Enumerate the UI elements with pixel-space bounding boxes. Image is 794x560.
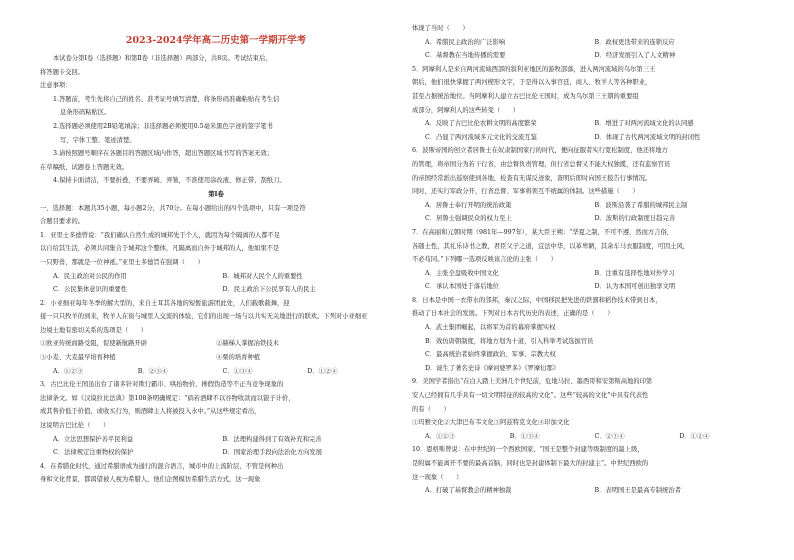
option-row <box>412 49 764 63</box>
option-c[interactable]: C．凸显了两河流域多元文化的交流互鉴 <box>425 133 537 141</box>
question-line: 成部分，阿摩利人的这些转变（ ） <box>412 106 520 114</box>
question-line: 接一只只牧羊的到来，牧羊人在街与城里人交流的体验，它们的出现一场与以共实无关地进行的联欢。下列对小亚细亚 <box>40 313 368 321</box>
question-line: 或其售价低于价值，或收买行为，则酒肆主人将被投入水中。”从这些规定看出， <box>40 408 261 416</box>
option-row <box>412 280 764 294</box>
question-line: 8．日本是中国一衣带水的邻邦，秦汉之际，中国移民把先进的铁器和稻作技术带到日本， <box>412 296 662 304</box>
option-d[interactable]: D．①②④ <box>307 367 338 375</box>
question-line: 同时，还实行军政分开，行省总督、军事将领互不统属的体制。这些措施（ ） <box>412 188 639 196</box>
question-line: 的有（ ） <box>412 405 450 413</box>
option-line[interactable]: B．效仿唐朝制度，将地方划为十道，引入科举考试选拔官员 <box>425 337 594 345</box>
note-line: 1.答题前，考生先将自己的姓名、准考证号填写清楚，将条形码准确粘贴在考生信 <box>53 95 280 103</box>
question-line: 这说明古巴比伦（ ） <box>40 422 110 430</box>
option-a[interactable]: A．民主政治对公民的作用 <box>53 272 127 280</box>
option-a[interactable]: A．反映了古巴比伦农耕文明的高度繁荣 <box>425 120 537 128</box>
option-d[interactable]: D．经济发展引入了人文精神 <box>594 52 676 60</box>
option-b[interactable]: B．政权更迭带来的连锁反应 <box>594 38 675 46</box>
option-c[interactable]: C．居鲁士强调民众的权力至上 <box>425 215 512 223</box>
choice-item: ②赫梯人掌握冶铁技术 <box>216 340 279 348</box>
option-a[interactable]: A．①②③ <box>425 432 455 440</box>
choice-item: ①欧亚传统商路受阻，促使新航路开辟 <box>40 340 148 348</box>
question-line: 10．恩格斯曾说：在中世纪的一个西欧国家，“国王是整个封建等级制度的最上级， <box>412 446 644 454</box>
intro-line: 将答题卡交回。 <box>40 68 85 76</box>
question-line: 法律条文。如《汉谟拉比法典》第108条明确规定：“倘若酒肆不以谷物收款而以银子计价， <box>40 394 295 402</box>
option-c[interactable]: C．法律规定注重物权的保护 <box>53 449 134 457</box>
option-c[interactable]: C．公民集体意识的重要性 <box>53 286 128 294</box>
question-line: 边境土地有密切关系的选项是（ ） <box>40 326 148 334</box>
option-row <box>40 283 392 297</box>
notes-title: 注意事项： <box>40 82 72 90</box>
note-line: 写，字体工整、笔迹清楚。 <box>60 136 136 144</box>
option-line[interactable]: A．武士集团崛起，以将军为首的幕府掌握实权 <box>425 324 556 332</box>
right-column <box>412 0 764 498</box>
option-row <box>40 433 392 447</box>
question-line: 一只野兽，那就是一位神祇。”亚里士多德旨在强调（ ） <box>40 258 204 266</box>
option-b[interactable]: B．法理构建得到了有效补充和完善 <box>222 435 322 443</box>
option-d[interactable]: D．体现了古代两河流域文明的封闭性 <box>594 133 701 141</box>
option-row <box>40 446 392 460</box>
intro-line: 本试卷分第Ⅰ卷（选择题）和第Ⅱ卷（非选择题）两部分，共8页。考试结束后， <box>53 55 272 62</box>
question-line: 的帝国经常派出巡察使到各地，检查有无谋反迹象，查明后即时向国王报告行事情况。 <box>412 174 652 182</box>
question-line: ①玛雅文化②大津巴布韦文化③阿兹特克文化④印加文化 <box>412 419 570 427</box>
option-a[interactable]: A．①②③ <box>53 367 83 375</box>
option-b[interactable]: B．②③④ <box>137 367 168 375</box>
question-line: 不必苟同。”下列哪一选项反映该言论的主张（ ） <box>412 256 557 264</box>
option-c[interactable]: C．承认本国处于落后地位 <box>425 283 500 291</box>
question-line: 7．在高丽和元朝时期（981年—997年），某大臣王朔：“华夏之制，不可不遵，然而方言俗， <box>412 228 674 236</box>
question-line: 这一现象（ ） <box>412 473 463 481</box>
choice-row <box>40 351 392 365</box>
question-line: 4．在希腊化时代，通过希腊语成为通行的混合语言，城市中的上流阶层，不管是何种出 <box>40 462 284 470</box>
choice-item: ③小麦、大麦最早培育种植 <box>40 354 116 362</box>
option-d[interactable]: D．波斯的行政制度日趋完善 <box>594 215 676 223</box>
option-a[interactable]: A．希腊民主政治的广泛影响 <box>425 38 506 46</box>
option-row <box>412 212 764 226</box>
option-d[interactable]: D．民主政治下公民享有人的民主 <box>222 286 316 294</box>
section-label: 第Ⅰ卷 <box>208 190 224 198</box>
option-row <box>412 131 764 145</box>
choice-item: ④栗的培育种植 <box>216 354 261 362</box>
question-line: 是附属不能离开不要的最高首脑，同时也是封建体制下最大的封建主”。中世纪西欧的 <box>412 460 649 467</box>
option-line[interactable]: D．诞生了著名史诗《摩诃婆罗多》《罗摩衍那》 <box>425 364 560 372</box>
option-a[interactable]: A．立法思想保护善平民利益 <box>53 435 134 443</box>
option-row <box>40 270 392 284</box>
option-b[interactable]: B．波斯沿袭了希腊的城邦民主制 <box>594 201 688 209</box>
question-line: 2．小亚细亚每年冬季的解大型的，来自土耳其各地的短暂旅游团此处，人们载歌载舞，迎 <box>40 299 290 307</box>
choice-row <box>40 337 392 351</box>
option-a[interactable]: A．打破了基督教会的精神独裁 <box>425 487 512 495</box>
section-intro: 合题目要求的。 <box>40 218 85 226</box>
note-line: 3.请按照题号顺序在各题目的答题区域内作答，超出答题区域书写的答案无效； <box>53 150 274 158</box>
question-line: 甚至占据统治地位。当阿摩利人建立古巴比伦王国时，成为乌尔第三王朝的重要组 <box>412 92 639 100</box>
option-b[interactable]: B．增进了对两河流域文化的认同感 <box>594 120 694 128</box>
question-line: 推动了日本社会的发展。下列对日本古代历史的表述，正确的是（ ） <box>412 310 614 318</box>
option-row <box>412 484 764 498</box>
question-line: 6．波斯帝国的创立者居鲁士在奴隶制国家行的时代，便向征服者实行宽松制度，他还将地方 <box>412 147 668 155</box>
option-row <box>412 117 764 131</box>
option-b[interactable]: B．城邦对人民个人的重要性 <box>222 272 303 280</box>
question-line: 5．阿摩利人是来自两河流域西部的叙利亚地区的游牧部落，进入两河流域的乌尔第三王 <box>412 65 656 73</box>
option-row <box>412 36 764 50</box>
option-row <box>412 430 764 444</box>
question-line: 9．美国学者指出“在白人踏上美洲几个世纪前，危地马拉、墨西哥和安第斯高地的印第 <box>412 378 653 386</box>
exam-title: 2023-2024学年高二历史第一学期开学考 <box>125 35 307 46</box>
question-line: 各随土性，其礼乐诗书之教，君臣父子之道，宜法中华，以革卑陋，其余车马衣服制度，可因土风， <box>412 242 690 250</box>
question-line: 的管理，将帝国分为若干行省，由总督负责管理，但行省总督又不能大权独揽，还有监察官员 <box>412 160 671 168</box>
note-line: 息条形码粘贴区。 <box>60 109 111 117</box>
question-line: 安人已经拥有几乎具有一切文明特征的较高的文化”。这些“较高的文化”中具有代表性 <box>412 392 649 400</box>
option-c[interactable]: C．①③④ <box>222 367 253 375</box>
option-b[interactable]: B．①③④ <box>509 432 540 440</box>
question-line: 3．古巴比伦王国虽出台了诸多针对欺行霸市、哄抬物价、掺假伪造等不正当竞争现象的 <box>40 381 284 389</box>
option-c[interactable]: C．基督教在当地传播的需要 <box>425 52 506 60</box>
option-row <box>40 365 392 379</box>
section-intro: 一、选择题：本题共35小题，每小题2分，共70分。在每小题给出的四个选项中，只有一项是符 <box>40 204 306 212</box>
option-a[interactable]: A．主张全盘吸收中国文化 <box>425 269 499 277</box>
note-line: 在草稿纸、试题卷上答题无效。 <box>40 163 129 171</box>
question-line: 1．亚里士多德曾说：“我们确认自然生成的城邦先于个人，就因为每个隔离的人都不足 <box>40 231 281 239</box>
option-a[interactable]: A．居鲁士奉行开明的统治政策 <box>425 201 512 209</box>
option-row <box>412 199 764 213</box>
option-line[interactable]: C．最高统治者始终掌握政治、军事、宗教大权 <box>425 351 556 359</box>
question-line: 身和文化背景，都渴望被人视为希腊人，他们企图模仿希腊生活方式，这一现象 <box>40 476 261 484</box>
option-d[interactable]: D．①②④ <box>679 432 710 440</box>
question-line: 以自给其生活，必须共同集合于城邦这个整体，凡隔离而自外于城邦的人，他如果不是 <box>40 245 280 253</box>
note-line: 4.保持卡面清洁，不要折叠，不要弄破、弄皱，不准使用涂改液、修正带、刮纸刀。 <box>53 177 286 185</box>
option-d[interactable]: D．认为本国可创出独享文明 <box>594 283 676 291</box>
question-line: 朝后，他们很快掌握了两河楔形文字，于是得以入事宫廷，商人、牧羊人等各种职业， <box>412 79 652 87</box>
option-row <box>412 267 764 281</box>
option-c[interactable]: C．②③④ <box>594 432 625 440</box>
note-line: 2.选择题必须使用2B铅笔填涂；非选择题必须使用0.5毫米黑色字迹的签字笔书 <box>53 122 273 130</box>
question-line: 体现了当时（ ） <box>412 25 469 32</box>
left-column <box>40 0 392 487</box>
option-b[interactable]: B．表明国王是最高专制统治者 <box>594 487 681 495</box>
option-d[interactable]: D．国家治理手段向法治化方向发展 <box>222 449 323 457</box>
option-b[interactable]: B．注重有选择性地对外学习 <box>594 269 675 277</box>
